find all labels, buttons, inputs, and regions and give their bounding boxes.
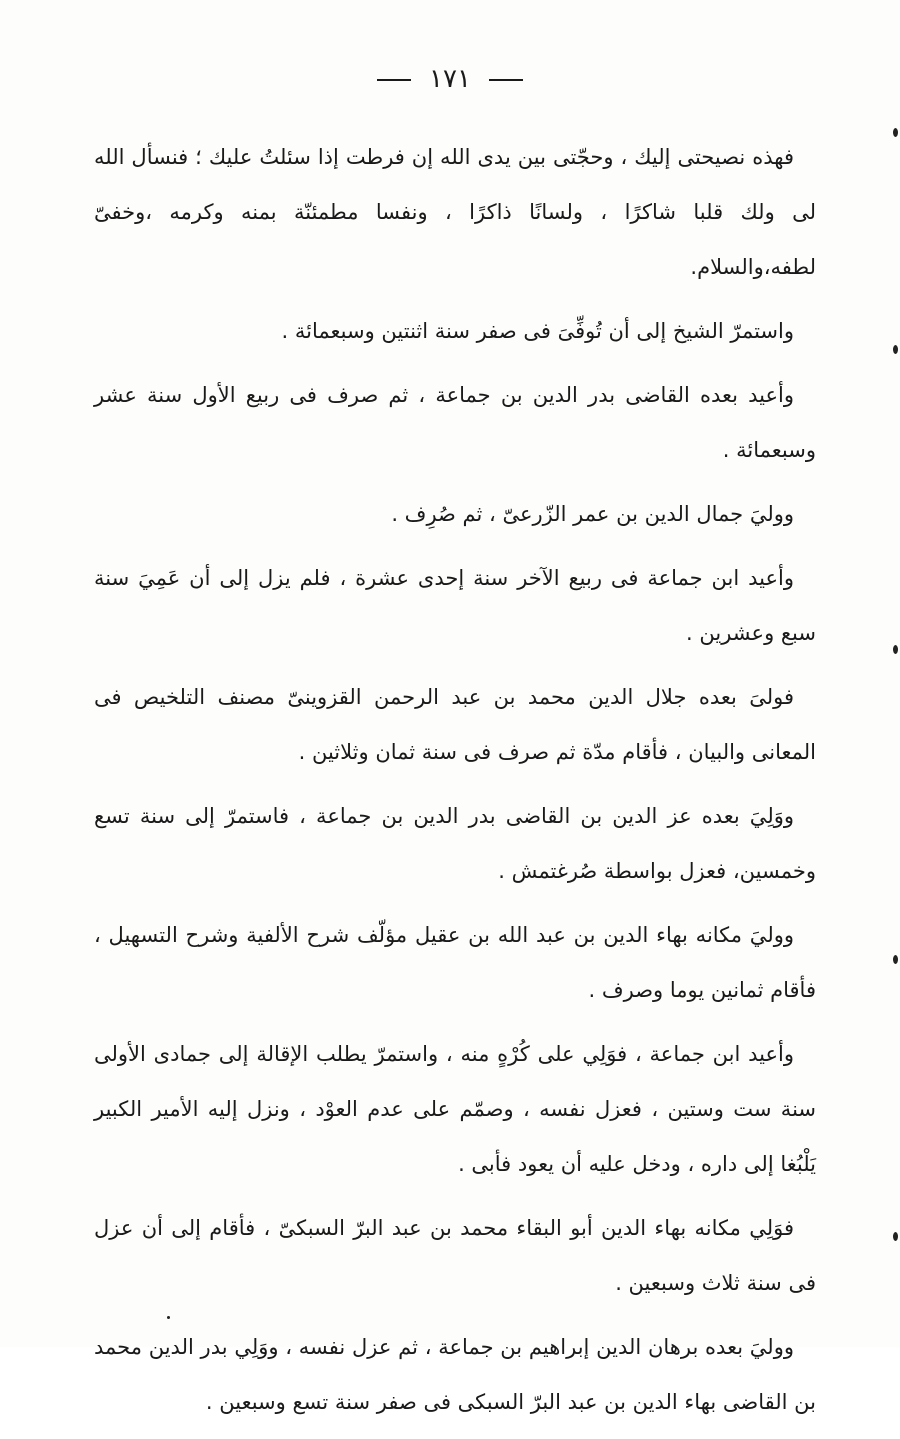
page-header	[0, 64, 900, 94]
paragraph: ووليَ بعده برهان الدين إبراهيم بن جماعة ، ثم عزل نفسه ، ووَلِي بدر الدين محمد بن القاضى بهاء الدين بن عبد البرّ السبكى فى صفر سنة تسع وسبعين .	[94, 1335, 816, 1414]
scan-speck	[893, 345, 898, 354]
paragraph: واستمرّ الشيخ إلى أن تُوفِّىَ فى صفر سنة اثنتين وسبعمائة .	[281, 319, 794, 343]
paragraph: فوَلِي مكانه بهاء الدين أبو البقاء محمد بن عبد البرّ السبكىّ ، فأقام إلى أن عزل فى سنة ثلاث وسبعين .	[94, 1216, 816, 1295]
scan-speck	[167, 1316, 170, 1319]
paragraph: ووليَ مكانه بهاء الدين بن عبد الله بن عقيل مؤلّف شرح الألفية وشرح التسهيل ، فأقام ثمانين يوما وصرف .	[94, 923, 816, 1002]
scan-speck	[893, 1232, 898, 1241]
scan-speck	[893, 955, 898, 964]
scan-speck	[893, 645, 898, 654]
scan-speck	[893, 128, 898, 137]
paragraph: فولىَ بعده جلال الدين محمد بن عبد الرحمن القزوينىّ مصنف التلخيص فى المعانى والبيان ، فأقام مدّة ثم صرف فى سنة ثمان وثلاثين .	[94, 685, 816, 764]
paragraph: وأعيد بعده القاضى بدر الدين بن جماعة ، ثم صرف فى ربيع الأول سنة عشر وسبعمائة .	[94, 383, 816, 462]
header-dash-left	[377, 79, 411, 81]
paragraph: فهذه نصيحتى إليك ، وحجّتى بين يدى الله إن فرطت إذا سئلتُ عليك ؛ فنسأل الله لى ولك قلبا شاكرًا ، ولسانًا ذاكرًا ، ونفسا مطمئنّة بمنه وكرمه ،وخفىّ لطفه،والسلام.	[94, 145, 816, 279]
page-number: ١٧١	[429, 64, 471, 94]
paragraph: وأعيد ابن جماعة فى ربيع الآخر سنة إحدى عشرة ، فلم يزل إلى أن عَمِيَ سنة سبع وعشرين .	[94, 566, 816, 645]
paragraph: ووَلِيَ بعده عز الدين بن القاضى بدر الدين بن جماعة ، فاستمرّ إلى سنة تسع وخمسين، فعزل بواسطة صُرغتمش .	[94, 804, 816, 883]
body-text	[94, 130, 816, 1439]
paragraph: ووليَ جمال الدين بن عمر الزّرعىّ ، ثم صُرِف .	[391, 502, 794, 526]
paragraph: وأعيد ابن جماعة ، فوَلِي على كُرْهٍ منه ، واستمرّ يطلب الإقالة إلى جمادى الأولى سنة ست وستين ، فعزل نفسه ، وصمّم على عدم العوْد ، ونزل إليه الأمير الكبير يَلْبُغا إلى داره ، ودخل عليه أن يعود فأبى .	[94, 1042, 816, 1176]
header-dash-right	[489, 79, 523, 81]
